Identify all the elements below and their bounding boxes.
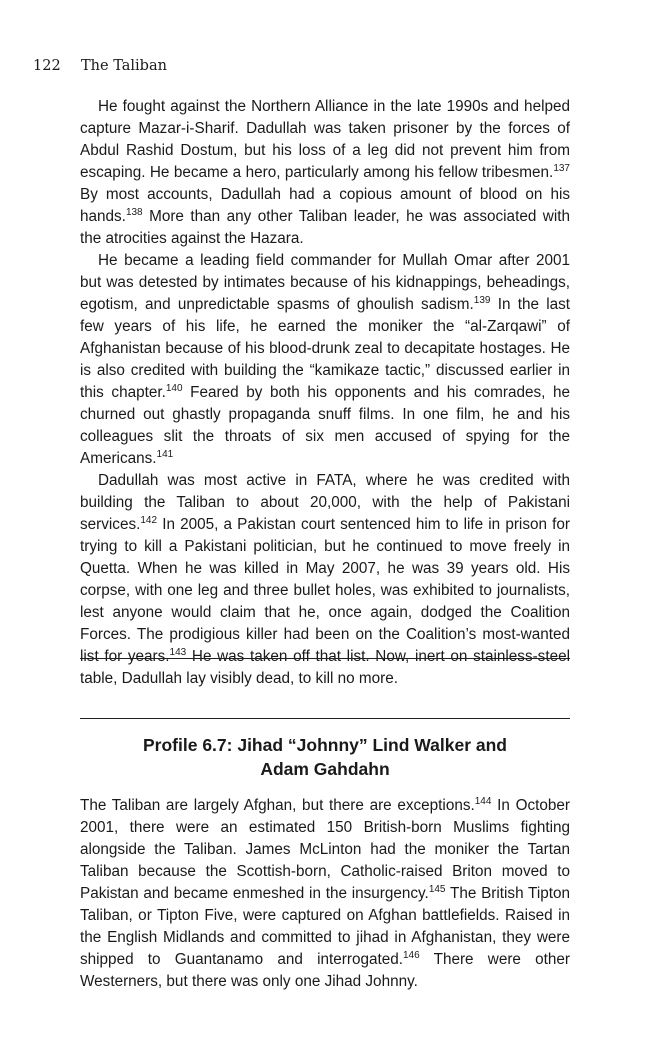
paragraph <box>80 250 570 470</box>
text-segment: Dadullah was most active in FATA, where he was credited with building the Taliban to about 20,000, with the help of Pakistani services. <box>80 472 570 533</box>
paragraph <box>80 795 570 993</box>
footnote-ref: 138 <box>125 206 143 218</box>
section-divider <box>80 658 570 659</box>
footnote-ref: 146 <box>403 949 420 961</box>
running-title: The Taliban <box>81 58 167 74</box>
text-segment: There were other Westerners, but there was only one Jihad Johnny. <box>80 951 570 990</box>
footnote-ref: 145 <box>428 883 446 895</box>
page-number: 122 <box>33 58 61 74</box>
text-segment: Feared by both his opponents and his comrades, he churned out ghastly propaganda snuff films. In one film, he and his colleagues slit the throats of six men accused of spying for the Americans. <box>80 384 571 467</box>
footnote-ref: 143 <box>169 646 187 658</box>
text-segment: In 2005, a Pakistan court sentenced him to life in prison for trying to kill a Pakistani politician, but he continued to move freely in Quetta. When he was killed in May 2007, he was 39 years old. His corpse, with one leg and three bullet holes, was exhibited to journalists, lest anyone would claim that he, once again, dodged the Coalition Forces. The prodigious killer had been on the Coalition’s most-wanted list for years. <box>80 516 570 665</box>
footnote-ref: 137 <box>553 162 570 174</box>
footnote-ref: 139 <box>473 294 491 306</box>
text-segment: He became a leading field commander for Mullah Omar after 2001 but was detested by intimates because of his kidnappings, beheadings, egotism, and unpredictable spasms of ghoulish sadism. <box>80 252 570 313</box>
text-segment: More than any other Taliban leader, he was associated with the atrocities against the Hazara. <box>80 208 570 247</box>
footnote-ref: 144 <box>474 795 492 807</box>
main-text <box>80 96 570 690</box>
profile-body <box>80 795 570 993</box>
text-segment: In October 2001, there were an estimated 150 British-born Muslims fighting alongside the Taliban. James McLinton had the moniker the Tartan Taliban because the Scottish-born, Catholic-raised Briton moved to Pakistan and became enmeshed in the insurgency. <box>80 797 570 902</box>
text-segment: He fought against the Northern Alliance in the late 1990s and helped capture Mazar-i-Sharif. Dadullah was taken prisoner by the forces of Abdul Rashid Dostum, but his loss of a leg did not prevent him from escaping. He became a hero, particularly among his fellow tribesmen. <box>80 98 570 181</box>
footnote-ref: 141 <box>156 448 174 460</box>
profile-title-line: Profile 6.7: Jihad “Johnny” Lind Walker and <box>143 735 507 755</box>
text-segment: The Taliban are largely Afghan, but there are exceptions. <box>80 797 475 814</box>
footnote-ref: 140 <box>165 382 183 394</box>
profile-title-line: Adam Gahdahn <box>260 759 390 779</box>
paragraph <box>80 96 570 250</box>
profile-top-rule <box>80 718 570 719</box>
paragraph <box>80 470 570 690</box>
running-header <box>33 58 167 74</box>
text-segment: He was taken off that list. Now, inert on stainless-steel table, Dadullah lay visibly dead, to kill no more. <box>80 648 570 687</box>
text-segment: In the last few years of his life, he earned the moniker the “al-Zarqawi” of Afghanistan because of his blood-drunk zeal to decapitate hostages. He is also credited with building the “kamikaze tactic,” discussed earlier in this chapter. <box>80 296 570 401</box>
text-segment: By most accounts, Dadullah had a copious amount of blood on his hands. <box>80 186 570 225</box>
text-segment: The British Tipton Taliban, or Tipton Five, were captured on Afghan battlefields. Raised in the English Midlands and committed to jihad in Afghanistan, they were shipped to Guantanamo and interrogated. <box>80 885 570 968</box>
profile-title <box>80 733 570 781</box>
footnote-ref: 142 <box>140 514 158 526</box>
